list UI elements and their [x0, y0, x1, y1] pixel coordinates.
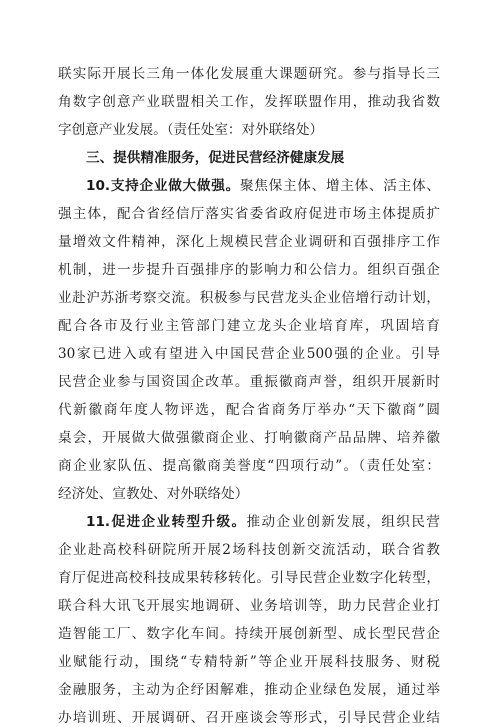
item10-line-12: 经济处、宣教处、对外联络处） [58, 486, 249, 502]
item10-line-10: 桌会，开展做大做强徽商企业、打响徽商产品品牌、培养徽 [58, 430, 440, 446]
item11-line-7: 金融服务，主动为企纾困解难，推动企业绿色发展，通过举 [58, 682, 440, 698]
item10-line-6: 配合各市及行业主管部门建立龙头企业培育库，巩固培育 [58, 318, 440, 334]
item11-line-6: 业赋能行动，围绕“专精特新”等企业开展科技服务、财税 [58, 654, 440, 670]
item10-first-line [86, 178, 440, 195]
item10-line-4: 机制，进一步提升百强排序的影响力和公信力。组织百强企 [58, 262, 440, 278]
item10-line-2: 强主体，配合省经信厅落实省委省政府促进市场主体提质扩 [58, 206, 440, 222]
item10-line-8: 民营企业参与国资国企改革。重振徽商声誉，组织开展新时 [58, 374, 440, 390]
item11-line-8: 办培训班、开展调研、召开座谈会等形式，引导民营企业结 [58, 710, 440, 726]
item10-line-11: 商企业家队伍、提高徽商美誉度“四项行动”。（责任处室： [58, 458, 440, 474]
item11-line-3: 育厅促进高校科技成果转移转化。引导民营企业数字化转型， [58, 570, 440, 586]
item11-line-2: 企业赴高校科研院所开展2场科技创新交流活动，联合省教 [58, 542, 440, 558]
intro-line-3: 字创意产业发展。（责任处室：对外联络处） [58, 122, 324, 138]
section-heading: 三、提供精准服务，促进民营经济健康发展 [86, 150, 345, 166]
item10-line-7: 30家已进入或有望进入中国民营企业500强的企业。引导 [58, 346, 440, 362]
item11-lead: 11.促进企业转型升级。 [86, 514, 247, 530]
item10-lead: 10.支持企业做大做强。 [86, 178, 240, 194]
item10-line-5: 业赴沪苏浙考察交流。积极参与民营龙头企业倍增行动计划， [58, 290, 440, 306]
item11-line-1: 推动企业创新发展，组织民营 [246, 514, 440, 530]
item10-line-9: 代新徽商年度人物评选，配合省商务厅举办“天下徽商”圆 [58, 402, 440, 418]
item11-line-5: 造智能工厂、数字化车间。持续开展创新型、成长型民营企 [58, 626, 440, 642]
item10-line-3: 量增效文件精神，深化上规模民营企业调研和百强排序工作 [58, 234, 440, 250]
item11-first-line [86, 514, 440, 531]
intro-line-2: 角数字创意产业联盟相关工作，发挥联盟作用，推动我省数 [58, 94, 440, 110]
item11-line-4: 联合科大讯飞开展实地调研、业务培训等，助力民营企业打 [58, 598, 440, 614]
intro-line-1: 联实际开展长三角一体化发展重大课题研究。参与指导长三 [58, 66, 440, 82]
item10-line-1: 聚焦保主体、增主体、活主体、 [239, 178, 440, 194]
